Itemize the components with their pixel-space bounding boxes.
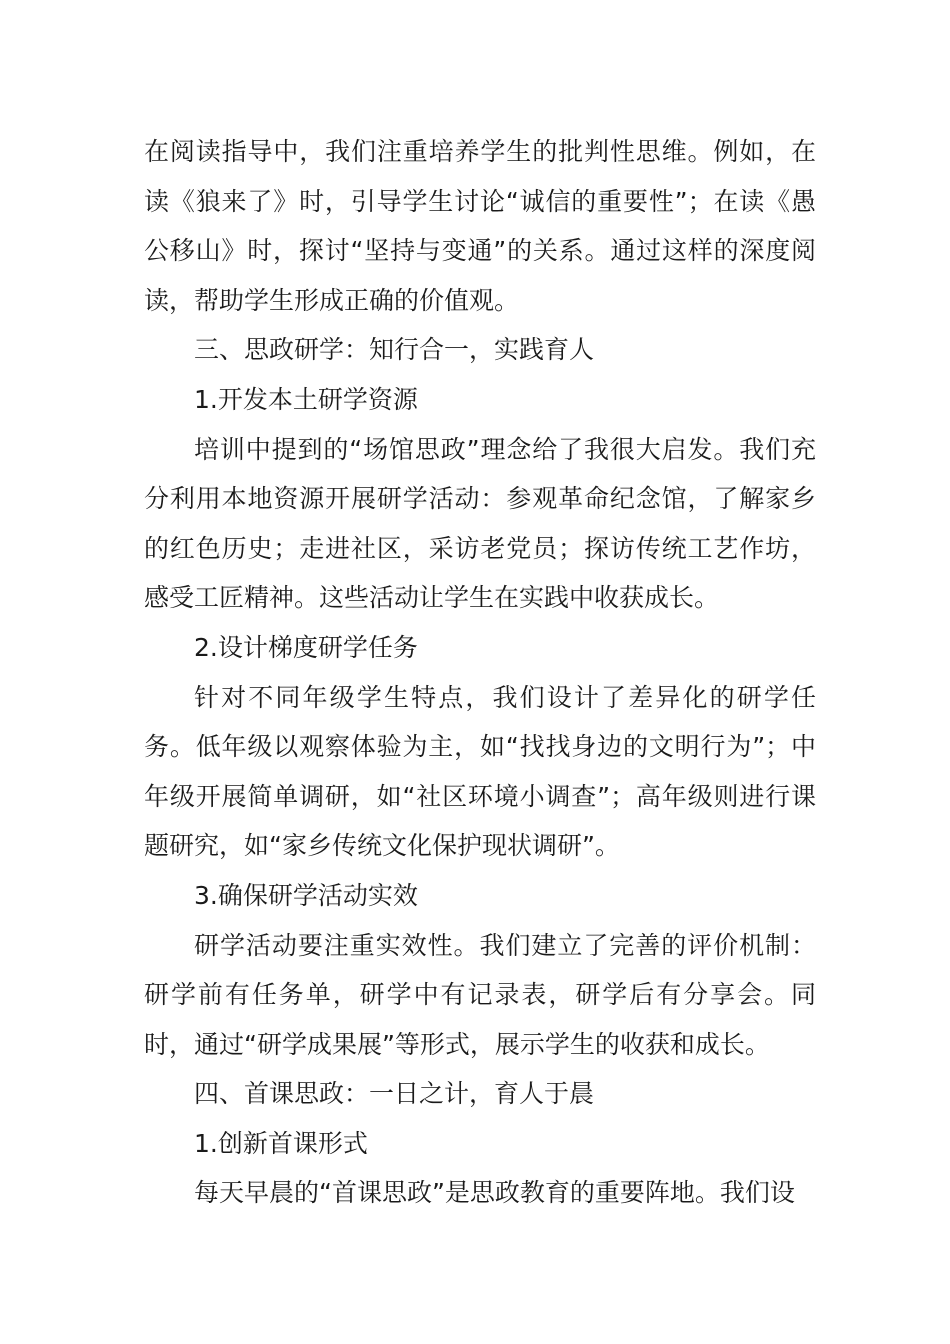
- document-body: [144, 127, 816, 1218]
- subheading-3-2: 2.设计梯度研学任务: [194, 632, 418, 662]
- section-heading-4: 四、首课思政：一日之计，育人于晨: [194, 1079, 595, 1109]
- paragraph-3-3: 研学活动要注重实效性。我们建立了完善的评价机制：研学前有任务单，研学中有记录表，研学后有分享会。同时，通过“研学成果展”等形式，展示学生的收获和成长。: [144, 930, 816, 1059]
- paragraph-reading-guidance: 在阅读指导中，我们注重培养学生的批判性思维。例如，在读《狼来了》时，引导学生讨论“诚信的重要性”；在读《愚公移山》时，探讨“坚持与变通”的关系。通过这样的深度阅读，帮助学生形成正确的价值观。: [144, 137, 816, 315]
- paragraph-4-1: 每天早晨的“首课思政”是思政教育的重要阵地。我们设: [194, 1178, 795, 1208]
- paragraph-3-1: 培训中提到的“场馆思政”理念给了我很大启发。我们充分利用本地资源开展研学活动：参观革命纪念馆，了解家乡的红色历史；走进社区，采访老党员；探访传统工艺作坊，感受工匠精神。这些活动让学生在实践中收获成长。: [144, 434, 816, 613]
- section-heading-3: 三、思政研学：知行合一，实践育人: [194, 335, 595, 365]
- paragraph-3-2: 针对不同年级学生特点，我们设计了差异化的研学任务。低年级以观察体验为主，如“找找身边的文明行为”；中年级开展简单调研，如“社区环境小调查”；高年级则进行课题研究，如“家乡传统文化保护现状调研”。: [144, 682, 816, 861]
- subheading-4-1: 1.创新首课形式: [194, 1128, 368, 1158]
- subheading-3-1: 1.开发本土研学资源: [194, 384, 418, 414]
- subheading-3-3: 3.确保研学活动实效: [194, 880, 418, 910]
